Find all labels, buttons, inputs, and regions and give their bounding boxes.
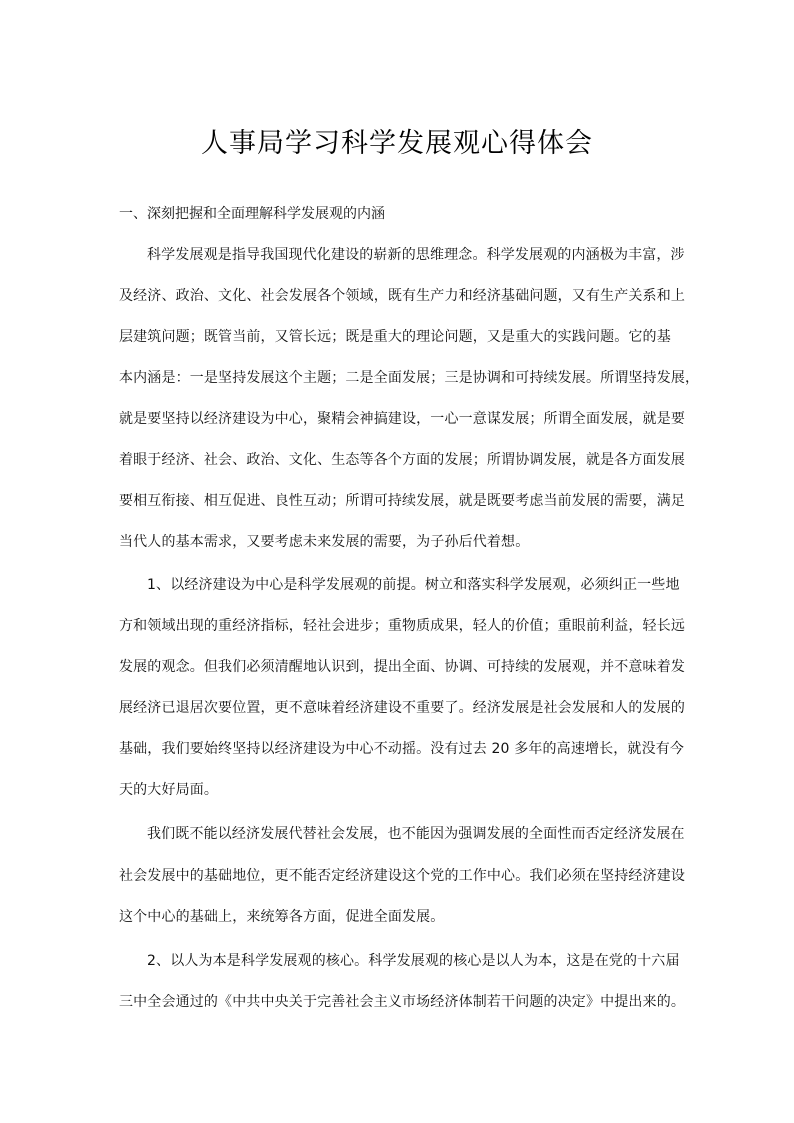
document-title: 人事局学习科学发展观心得体会	[201, 128, 593, 159]
paragraph-line: 我们既不能以经济发展代替社会发展，也不能因为强调发展的全面性而否定经济发展在	[147, 826, 685, 842]
paragraph-line: 本内涵是：一是坚持发展这个主题；二是全面发展；三是协调和可持续发展。所谓坚持发展，	[119, 370, 700, 386]
section-heading: 一、深刻把握和全面理解科学发展观的内涵	[119, 206, 385, 222]
paragraph-line: 着眼于经济、社会、政治、文化、生态等各个方面的发展；所谓协调发展，就是各方面发展	[119, 452, 685, 468]
paragraph-line: 就是要坚持以经济建设为中心，聚精会神搞建设，一心一意谋发展；所谓全面发展，就是要	[119, 411, 685, 427]
paragraph-line: 三中全会通过的《中共中央关于完善社会主义市场经济体制若干问题的决定》中提出来的。	[119, 994, 685, 1010]
paragraph-line: 这个中心的基础上，来统筹各方面，促进全面发展。	[119, 909, 445, 925]
paragraph-line: 发展的观念。但我们必须清醒地认识到，提出全面、协调、可持续的发展观，并不意味着发	[119, 659, 685, 675]
paragraph-line: 要相互衔接、相互促进、良性互动；所谓可持续发展，就是既要考虑当前发展的需要，满足	[119, 493, 685, 509]
paragraph-line: 展经济已退居次要位置，更不意味着经济建设不重要了。经济发展是社会发展和人的发展的	[119, 700, 685, 716]
paragraph-line: 2、以人为本是科学发展观的核心。科学发展观的核心是以人为本，这是在党的十六届	[147, 953, 680, 969]
paragraph-line: 社会发展中的基础地位，更不能否定经济建设这个党的工作中心。我们必须在坚持经济建设	[119, 868, 685, 884]
paragraph-line: 当代人的基本需求，又要考虑未来发展的需要，为子孙后代着想。	[119, 534, 530, 550]
paragraph-line: 层建筑问题；既管当前，又管长远；既是重大的理论问题，又是重大的实践问题。它的基	[119, 329, 671, 345]
paragraph-line: 科学发展观是指导我国现代化建设的崭新的思维理念。科学发展观的内涵极为丰富，涉	[147, 247, 685, 263]
paragraph-line: 天的大好局面。	[119, 782, 219, 798]
paragraph-line: 及经济、政治、文化、社会发展各个领域，既有生产力和经济基础问题，又有生产关系和上	[119, 288, 685, 304]
paragraph-line: 1、以经济建设为中心是科学发展观的前提。树立和落实科学发展观，必须纠正一些地	[147, 577, 680, 593]
paragraph-line: 基础，我们要始终坚持以经济建设为中心不动摇。没有过去 20 多年的高速增长，就没有今	[119, 741, 685, 757]
paragraph-line: 方和领域出现的重经济指标，轻社会进步；重物质成果，轻人的价值；重眼前利益，轻长远	[119, 618, 685, 634]
